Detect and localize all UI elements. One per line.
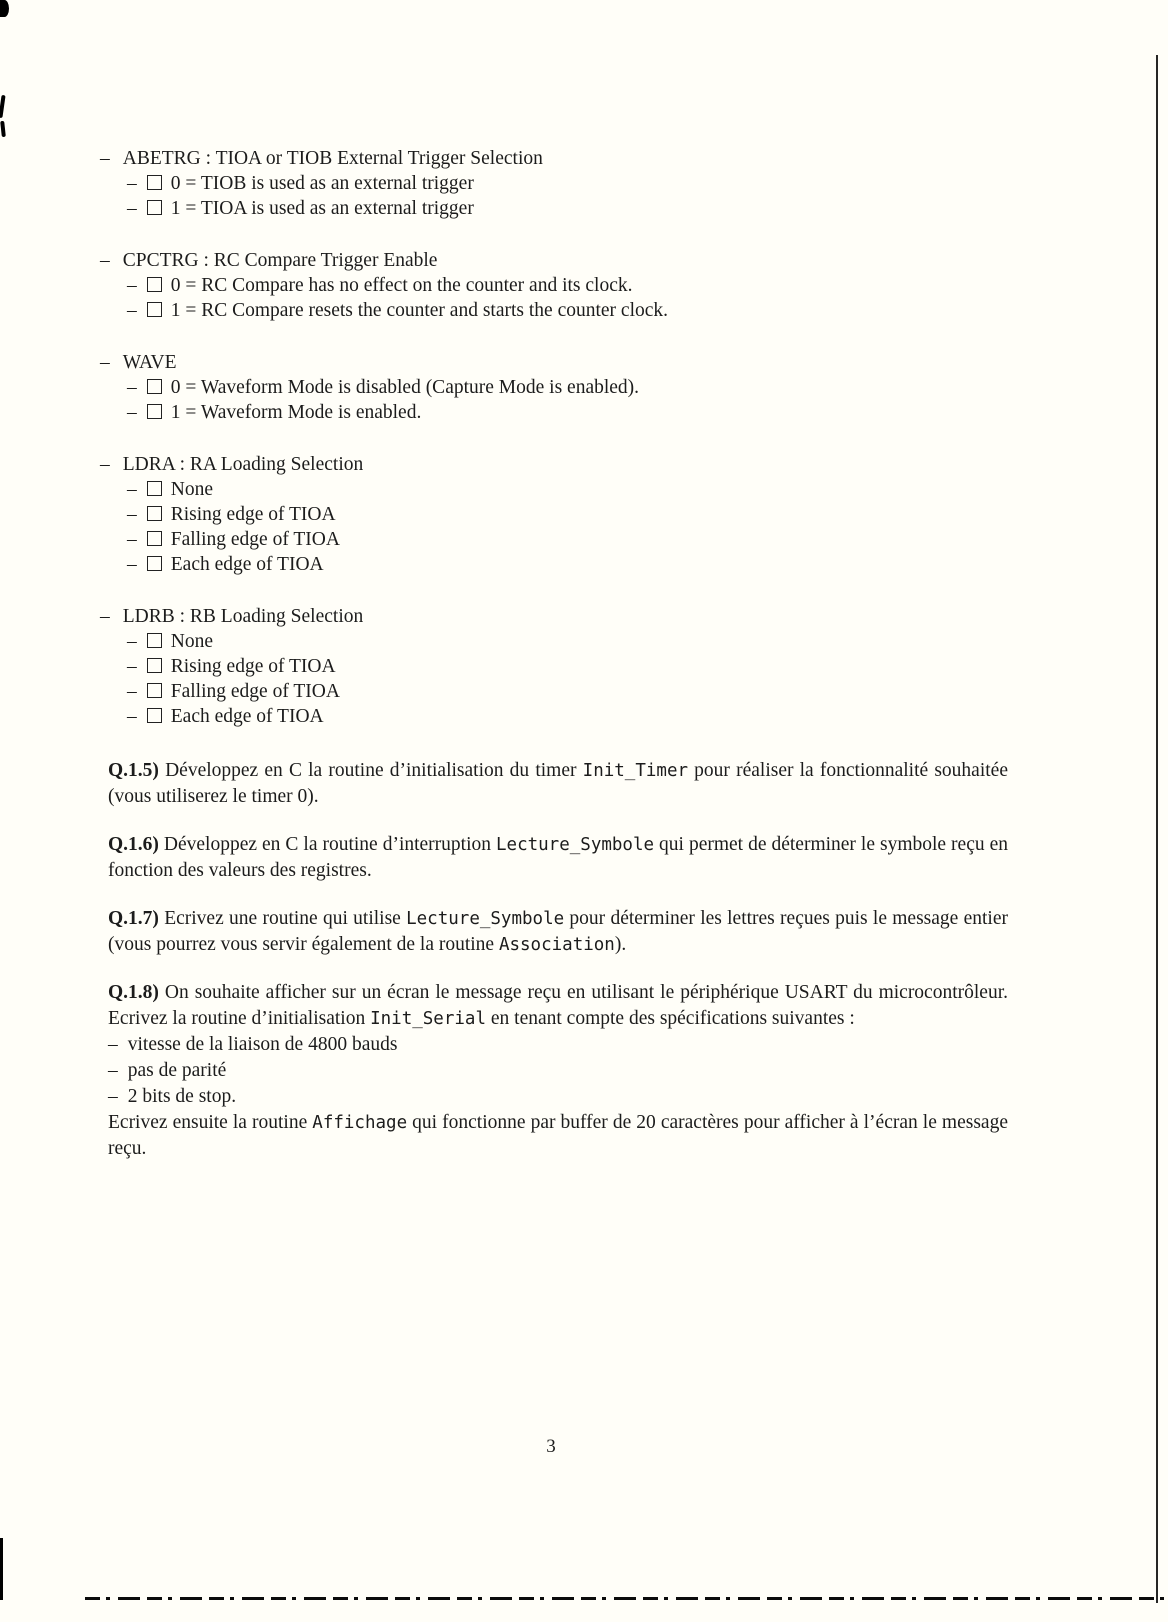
- option-label: Rising edge of TIOA: [170, 504, 336, 525]
- option-label: Each edge of TIOA: [170, 706, 324, 727]
- option-label: 1 = Waveform Mode is enabled.: [170, 402, 422, 423]
- text-segment: pour réaliser la fonctionnalité souhaitée (vous utiliserez le timer 0).: [108, 760, 1008, 807]
- checkbox-icon: [147, 175, 162, 190]
- text-segment: qui permet de déterminer le symbole reçu en fonction des valeurs des registres.: [108, 834, 1008, 881]
- register-section: [100, 604, 1010, 729]
- register-fields-list: [100, 146, 1010, 729]
- question-id: Q.1.6): [108, 834, 159, 855]
- checkbox-icon: [147, 708, 162, 723]
- question-id: Q.1.7): [108, 908, 159, 929]
- dash-bullet-icon: –: [127, 198, 137, 219]
- register-option-row: [127, 527, 1010, 552]
- register-section: [100, 146, 1010, 221]
- option-label: 0 = RC Compare has no effect on the counter and its clock.: [170, 275, 633, 296]
- option-label: Each edge of TIOA: [170, 554, 324, 575]
- spec-label: vitesse de la liaison de 4800 bauds: [127, 1034, 398, 1055]
- inline-code: Init_Timer: [582, 761, 689, 781]
- text-segment: qui fonctionne par buffer de 20 caractères pour afficher à l’écran le message reçu.: [108, 1112, 1008, 1159]
- dash-bullet-icon: –: [127, 504, 137, 525]
- register-option-row: [127, 654, 1010, 679]
- register-option-row: [127, 629, 1010, 654]
- dash-bullet-icon: –: [127, 656, 137, 677]
- section-title: ABETRG : TIOA or TIOB External Trigger Selection: [122, 148, 543, 169]
- questions-list: [108, 758, 1008, 1162]
- register-option-row: [127, 400, 1010, 425]
- dash-bullet-icon: –: [108, 1060, 118, 1081]
- question-paragraph: [108, 832, 1008, 884]
- scan-ink-mark-left-edge: [0, 95, 6, 118]
- register-section: [100, 452, 1010, 577]
- checkbox-icon: [147, 302, 162, 317]
- checkbox-icon: [147, 683, 162, 698]
- text-segment: Développez en C la routine d’interruption: [158, 834, 496, 855]
- scan-ink-mark-top-left: [0, 0, 9, 17]
- register-option-row: [127, 171, 1010, 196]
- register-section: [100, 350, 1010, 425]
- register-option-row: [127, 502, 1010, 527]
- bottom-dashed-line: [85, 1597, 1167, 1600]
- dash-bullet-icon: –: [100, 352, 110, 373]
- section-title: LDRB : RB Loading Selection: [122, 606, 364, 627]
- option-label: Rising edge of TIOA: [170, 656, 336, 677]
- scan-left-edge-line: [0, 1538, 3, 1600]
- register-option-row: [127, 552, 1010, 577]
- spec-label: pas de parité: [127, 1060, 227, 1081]
- dash-bullet-icon: –: [108, 1034, 118, 1055]
- section-title: CPCTRG : RC Compare Trigger Enable: [122, 250, 438, 271]
- checkbox-icon: [147, 506, 162, 521]
- inline-code: Association: [498, 935, 615, 955]
- question-paragraph: [108, 758, 1008, 810]
- section-title-row: [100, 146, 1010, 171]
- spec-item: [108, 1058, 1008, 1084]
- section-title: WAVE: [122, 352, 177, 373]
- inline-code: Init_Serial: [370, 1009, 486, 1029]
- text-segment: ).: [614, 934, 627, 955]
- section-title-row: [100, 350, 1010, 375]
- section-title-row: [100, 604, 1010, 629]
- register-option-row: [127, 679, 1010, 704]
- dash-bullet-icon: –: [127, 706, 137, 727]
- dash-bullet-icon: –: [127, 377, 137, 398]
- register-option-row: [127, 704, 1010, 729]
- checkbox-icon: [147, 200, 162, 215]
- question-paragraph: [108, 980, 1008, 1032]
- text-segment: Ecrivez une routine qui utilise: [158, 908, 407, 929]
- inline-code: Affichage: [312, 1113, 408, 1133]
- inline-code: Lecture_Symbole: [406, 909, 565, 929]
- dash-bullet-icon: –: [100, 606, 110, 627]
- register-option-row: [127, 477, 1010, 502]
- option-label: 1 = TIOA is used as an external trigger: [170, 198, 474, 219]
- checkbox-icon: [147, 633, 162, 648]
- dash-bullet-icon: –: [108, 1086, 118, 1107]
- dash-bullet-icon: –: [127, 681, 137, 702]
- text-segment: Ecrivez ensuite la routine: [108, 1112, 313, 1133]
- checkbox-icon: [147, 531, 162, 546]
- dash-bullet-icon: –: [127, 554, 137, 575]
- page-content: [100, 146, 1010, 1162]
- question-paragraph: [108, 1110, 1008, 1162]
- checkbox-icon: [147, 277, 162, 292]
- checkbox-icon: [147, 404, 162, 419]
- question-id: Q.1.5): [108, 760, 159, 781]
- option-label: Falling edge of TIOA: [170, 681, 340, 702]
- register-section: [100, 248, 1010, 323]
- text-segment: pour déterminer les lettres reçues puis le message entier (vous pourrez vous servir également de la routine: [108, 908, 1008, 955]
- spec-item: [108, 1084, 1008, 1110]
- dash-bullet-icon: –: [127, 275, 137, 296]
- dash-bullet-icon: –: [100, 454, 110, 475]
- option-label: None: [170, 631, 213, 652]
- section-title: LDRA : RA Loading Selection: [122, 454, 364, 475]
- text-segment: Développez en C la routine d’initialisation du timer: [158, 760, 583, 781]
- dash-bullet-icon: –: [127, 173, 137, 194]
- register-option-row: [127, 298, 1010, 323]
- option-label: None: [170, 479, 213, 500]
- dash-bullet-icon: –: [127, 631, 137, 652]
- option-label: Falling edge of TIOA: [170, 529, 340, 550]
- option-label: 0 = TIOB is used as an external trigger: [170, 173, 474, 194]
- spec-label: 2 bits de stop.: [127, 1086, 237, 1107]
- text-segment: On souhaite afficher sur un écran le message reçu en utilisant le périphérique USART du microcontrôleur. Ecrivez la routine d’initialisation: [108, 982, 1008, 1029]
- question-paragraph: [108, 906, 1008, 958]
- section-title-row: [100, 248, 1010, 273]
- question-id: Q.1.8): [108, 982, 159, 1003]
- checkbox-icon: [147, 379, 162, 394]
- text-segment: en tenant compte des spécifications suivantes :: [486, 1008, 855, 1029]
- register-option-row: [127, 375, 1010, 400]
- dash-bullet-icon: –: [127, 529, 137, 550]
- checkbox-icon: [147, 556, 162, 571]
- dash-bullet-icon: –: [100, 250, 110, 271]
- section-title-row: [100, 452, 1010, 477]
- spec-item: [108, 1032, 1008, 1058]
- dash-bullet-icon: –: [100, 148, 110, 169]
- scan-right-edge-line: [1156, 55, 1158, 1603]
- page-number: 3: [546, 1436, 556, 1457]
- checkbox-icon: [147, 658, 162, 673]
- scan-ink-mark-left-edge: [0, 121, 6, 137]
- register-option-row: [127, 196, 1010, 221]
- inline-code: Lecture_Symbole: [496, 835, 655, 855]
- dash-bullet-icon: –: [127, 300, 137, 321]
- option-label: 1 = RC Compare resets the counter and starts the counter clock.: [170, 300, 669, 321]
- option-label: 0 = Waveform Mode is disabled (Capture Mode is enabled).: [170, 377, 640, 398]
- dash-bullet-icon: –: [127, 402, 137, 423]
- register-option-row: [127, 273, 1010, 298]
- checkbox-icon: [147, 481, 162, 496]
- dash-bullet-icon: –: [127, 479, 137, 500]
